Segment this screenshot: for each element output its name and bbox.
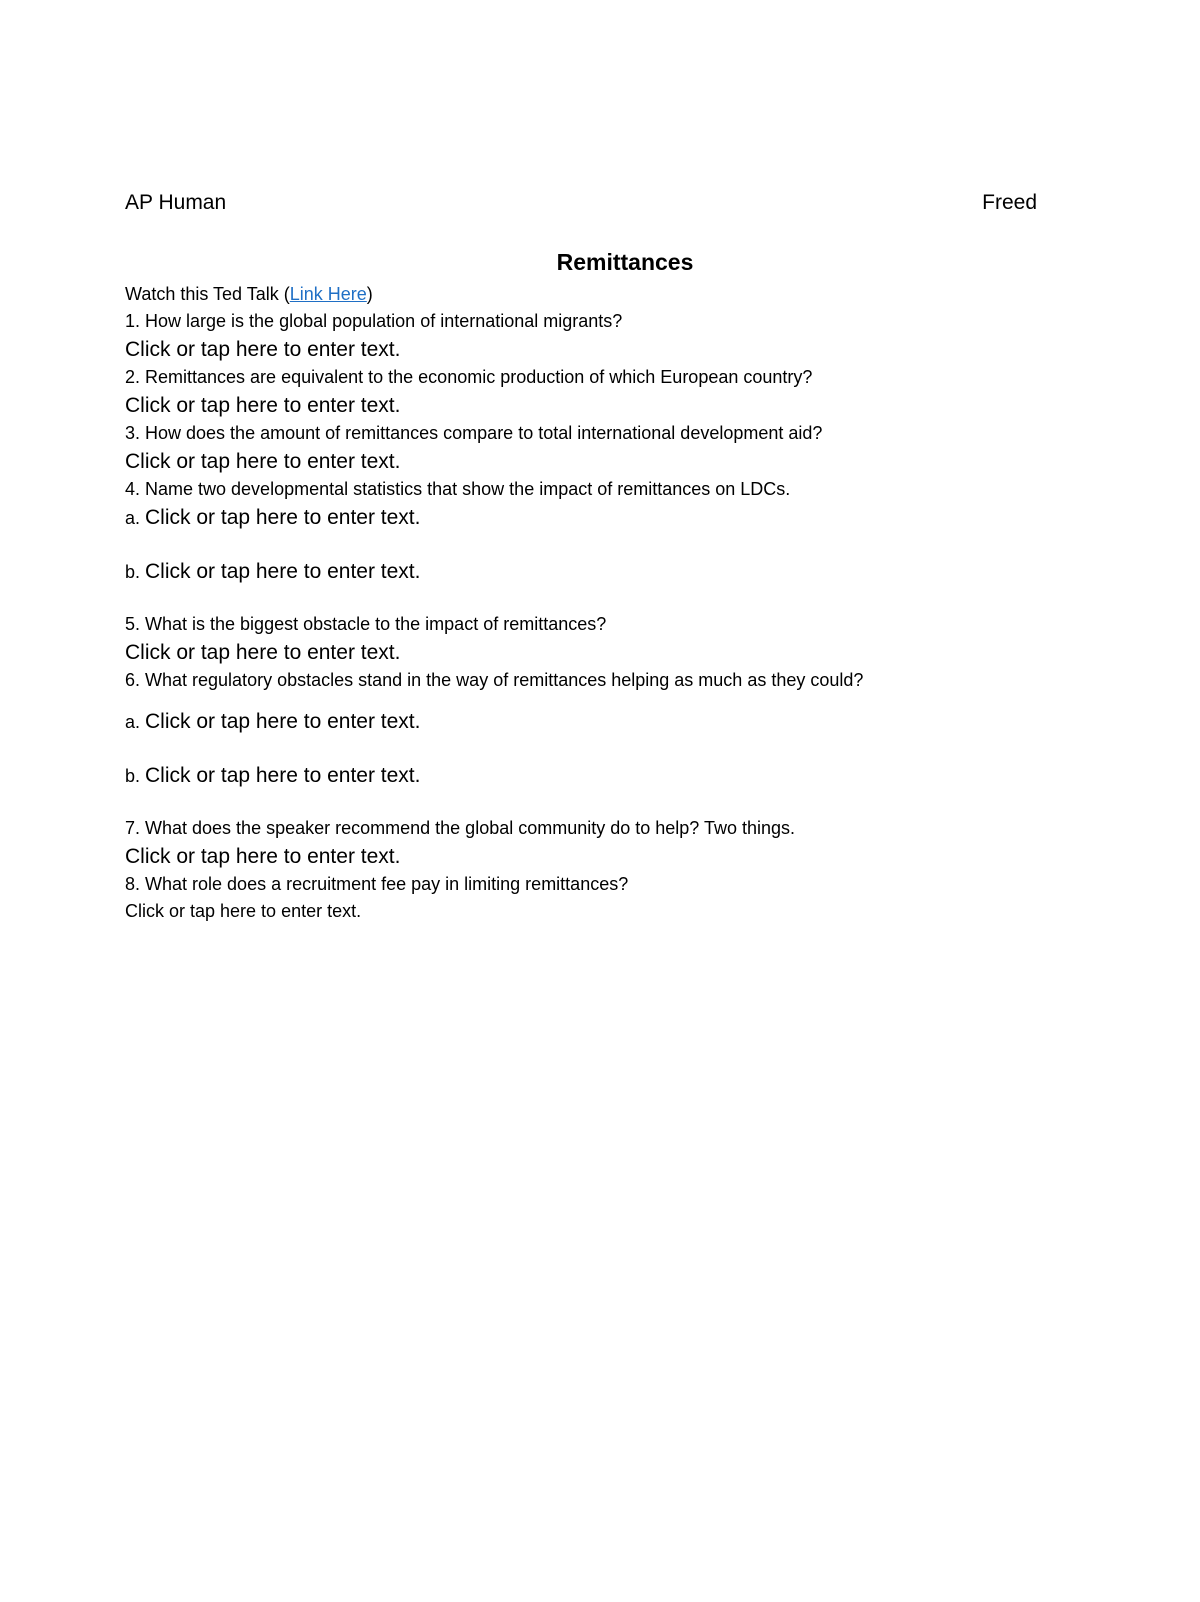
document-title: Remittances	[556, 249, 694, 275]
answer-3-field[interactable]: Click or tap here to enter text.	[125, 450, 401, 473]
answer-2-field[interactable]: Click or tap here to enter text.	[125, 394, 401, 417]
question-4: 4. Name two developmental statistics that show the impact of remittances on LDCs.	[125, 479, 791, 499]
answer-7-field[interactable]: Click or tap here to enter text.	[125, 845, 401, 868]
answer-4b-prefix: b.	[125, 562, 146, 582]
question-3: 3. How does the amount of remittances compare to total international development aid?	[125, 423, 823, 443]
answer-5-field[interactable]: Click or tap here to enter text.	[125, 641, 401, 664]
teacher-name: Freed	[982, 191, 1037, 214]
question-7: 7. What does the speaker recommend the global community do to help? Two things.	[125, 818, 796, 838]
answer-4b-line	[125, 557, 1075, 611]
ted-talk-link[interactable]: Link Here	[289, 284, 367, 304]
answer-6a-prefix: a.	[125, 712, 146, 732]
intro-close: )	[366, 284, 373, 304]
question-8: 8. What role does a recruitment fee pay in limiting remittances?	[125, 874, 629, 894]
worksheet-body	[125, 281, 1075, 924]
question-5: 5. What is the biggest obstacle to the impact of remittances?	[125, 614, 607, 634]
question-1: 1. How large is the global population of international migrants?	[125, 311, 623, 331]
answer-6a-field[interactable]: Click or tap here to enter text.	[145, 710, 421, 733]
answer-4a-field[interactable]: Click or tap here to enter text.	[145, 506, 421, 529]
intro-line	[125, 281, 1075, 308]
answer-4a-line	[125, 503, 1075, 557]
answer-4b-field[interactable]: Click or tap here to enter text.	[145, 560, 421, 583]
course-name: AP Human	[125, 191, 227, 214]
answer-8-field[interactable]: Click or tap here to enter text.	[125, 901, 362, 921]
answer-6a-line	[125, 707, 1075, 761]
answer-6b-line	[125, 761, 1075, 815]
question-2: 2. Remittances are equivalent to the economic production of which European country?	[125, 367, 813, 387]
answer-6b-prefix: b.	[125, 766, 146, 786]
document-header	[125, 190, 1037, 216]
question-6: 6. What regulatory obstacles stand in the way of remittances helping as much as they could?	[125, 670, 864, 690]
answer-6b-field[interactable]: Click or tap here to enter text.	[145, 764, 421, 787]
answer-4a-prefix: a.	[125, 508, 146, 528]
intro-text: Watch this Ted Talk (	[125, 284, 290, 304]
answer-1-field[interactable]: Click or tap here to enter text.	[125, 338, 401, 361]
